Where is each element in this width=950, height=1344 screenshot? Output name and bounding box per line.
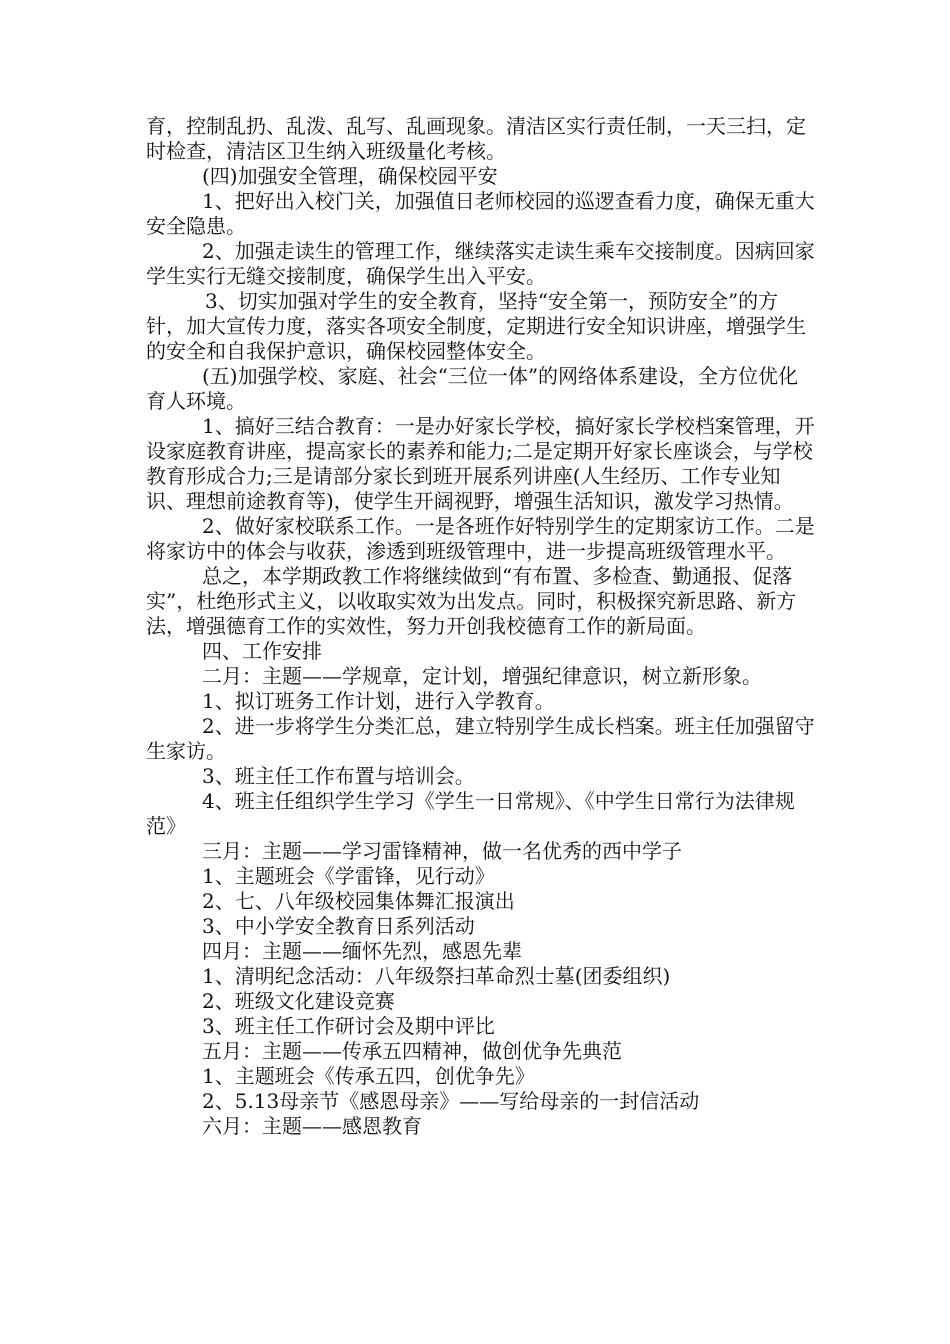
list-item: 1、搞好三结合教育：一是办好家长学校，搞好家长学校档案管理，开设家庭教育讲座，提高家长的素养和能力;二是定期开好家长座谈会，与学校教育形成合力;三是请部分家长到班开展系列讲座(人生经历、工作专业知识、理想前途教育等)，使学生开阔视野，增强生活知识，激发学习热情。	[146, 414, 815, 513]
month-theme-march: 三月：主题——学习雷锋精神，做一名优秀的西中学子	[202, 839, 682, 863]
list-item: 1、把好出入校门关，加强值日老师校园的巡逻查看力度，确保无重大安全隐患。	[146, 189, 815, 238]
month-theme-may: 五月：主题——传承五四精神，做创优争先典范	[202, 1039, 622, 1063]
list-item: 1、主题班会《学雷锋，见行动》	[202, 864, 495, 888]
list-item: 1、拟订班务工作计划，进行入学教育。	[202, 689, 555, 713]
list-item: 1、清明纪念活动：八年级祭扫革命烈士墓(团委组织)	[202, 964, 671, 988]
month-theme-april: 四月：主题——缅怀先烈，感恩先辈	[202, 939, 522, 963]
section-heading-schedule: 四、工作安排	[202, 639, 322, 663]
list-item: 2、做好家校联系工作。一是各班作好特别学生的定期家访工作。二是将家访中的体会与收获，渗透到班级管理中，进一步提高班级管理水平。	[146, 514, 815, 563]
list-item: 2、班级文化建设竞赛	[202, 989, 395, 1013]
list-item: 2、5.13母亲节《感恩母亲》——写给母亲的一封信活动	[202, 1089, 700, 1113]
document-body	[146, 114, 816, 1139]
list-item: 3、班主任工作研讨会及期中评比	[202, 1014, 495, 1038]
list-item: 3、切实加强对学生的安全教育，坚持“安全第一，预防安全”的方针，加大宣传力度，落实各项安全制度，定期进行安全知识讲座，增强学生的安全和自我保护意识，确保校园整体安全。	[146, 289, 806, 363]
month-theme-june: 六月：主题——感恩教育	[202, 1114, 422, 1138]
section-heading-safety: (四)加强安全管理，确保校园平安	[202, 164, 498, 188]
list-item: 2、七、八年级校园集体舞汇报演出	[202, 889, 515, 913]
list-item: 3、中小学安全教育日系列活动	[202, 914, 475, 938]
month-theme-february: 二月：主题——学规章，定计划，增强纪律意识，树立新形象。	[202, 664, 762, 688]
paragraph-cleaning-responsibility: 育，控制乱扔、乱泼、乱写、乱画现象。清洁区实行责任制，一天三扫，定时检查，清洁区卫生纳入班级量化考核。	[146, 114, 806, 163]
paragraph-summary: 总之，本学期政教工作将继续做到“有布置、多检查、勤通报、促落实”，杜绝形式主义，以收取实效为出发点。同时，积极探究新思路、新方法，增强德育工作的实效性，努力开创我校德育工作的新局面。	[146, 564, 797, 638]
list-item: 4、班主任组织学生学习《学生一日常规》、《中学生日常行为法律规范》	[146, 789, 795, 838]
section-heading-network: (五)加强学校、家庭、社会“三位一体”的网络体系建设，全方位优化育人环境。	[146, 364, 799, 413]
list-item: 2、加强走读生的管理工作，继续落实走读生乘车交接制度。因病回家学生实行无缝交接制度，确保学生出入平安。	[146, 239, 815, 288]
list-item: 3、班主任工作布置与培训会。	[202, 764, 475, 788]
list-item: 1、主题班会《传承五四，创优争先》	[202, 1064, 535, 1088]
list-item: 2、进一步将学生分类汇总，建立特别学生成长档案。班主任加强留守生家访。	[146, 714, 815, 763]
